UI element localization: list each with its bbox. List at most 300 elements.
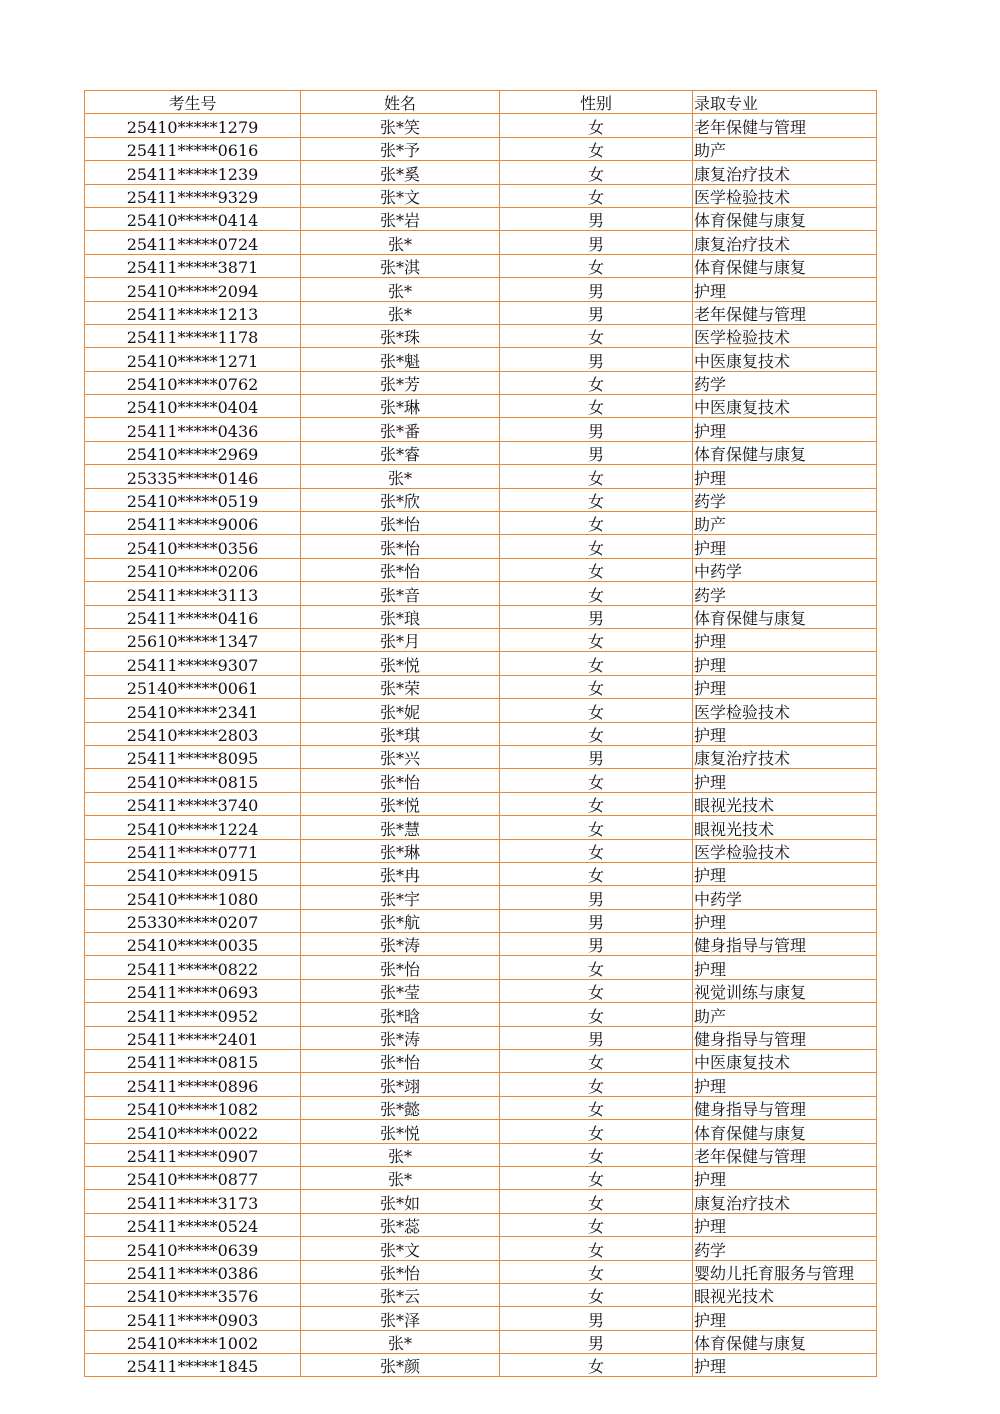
exam-number-cell: 25411*****3740 — [85, 792, 301, 815]
gender-cell: 女 — [500, 699, 693, 722]
exam-number-cell: 25411*****1845 — [85, 1354, 301, 1377]
name-cell: 张*文 — [301, 184, 500, 207]
table-row — [85, 816, 877, 839]
table-body — [85, 114, 877, 1377]
major-label: 健身指导与管理 — [694, 1030, 807, 1050]
table-row — [85, 699, 877, 722]
major-label: 药学 — [694, 492, 727, 512]
major-label: 助产 — [694, 141, 727, 161]
gender-cell: 女 — [500, 675, 693, 698]
major-label: 药学 — [694, 585, 727, 605]
major-cell — [693, 488, 877, 511]
table-row — [85, 1096, 877, 1119]
major-label: 体育保健与康复 — [694, 1123, 807, 1143]
table-row — [85, 348, 877, 371]
name-cell: 张*涛 — [301, 933, 500, 956]
major-cell — [693, 324, 877, 347]
gender-cell: 男 — [500, 1026, 693, 1049]
major-cell — [693, 769, 877, 792]
name-cell: 张* — [301, 278, 500, 301]
exam-number-cell: 25410*****0206 — [85, 558, 301, 581]
name-cell: 张* — [301, 1166, 500, 1189]
table-row — [85, 184, 877, 207]
table-row — [85, 441, 877, 464]
major-cell — [693, 956, 877, 979]
major-cell — [693, 862, 877, 885]
major-cell — [693, 1003, 877, 1026]
table-row — [85, 769, 877, 792]
gender-cell: 女 — [500, 1237, 693, 1260]
major-cell — [693, 605, 877, 628]
major-label: 中药学 — [694, 889, 743, 909]
major-label: 老年保健与管理 — [694, 1146, 807, 1166]
name-cell: 张*悦 — [301, 1120, 500, 1143]
exam-number-cell: 25411*****1213 — [85, 301, 301, 324]
name-cell: 张*怡 — [301, 1260, 500, 1283]
exam-number-cell: 25411*****1178 — [85, 324, 301, 347]
exam-number-cell: 25411*****9307 — [85, 652, 301, 675]
table-row — [85, 558, 877, 581]
major-label: 体育保健与康复 — [694, 445, 807, 465]
table-row — [85, 605, 877, 628]
exam-number-cell: 25410*****0639 — [85, 1237, 301, 1260]
exam-number-cell: 25410*****0022 — [85, 1120, 301, 1143]
name-cell: 张* — [301, 231, 500, 254]
table-row — [85, 418, 877, 441]
table-row — [85, 1283, 877, 1306]
name-cell: 张*泽 — [301, 1307, 500, 1330]
exam-number-cell: 25410*****0877 — [85, 1166, 301, 1189]
major-label: 眼视光技术 — [694, 819, 775, 839]
table-row — [85, 1354, 877, 1377]
exam-number-cell: 25411*****0771 — [85, 839, 301, 862]
major-label: 护理 — [694, 632, 727, 652]
gender-cell: 女 — [500, 1096, 693, 1119]
table-row — [85, 675, 877, 698]
gender-cell: 男 — [500, 278, 693, 301]
table-header-row — [85, 91, 877, 114]
major-cell — [693, 652, 877, 675]
exam-number-cell: 25411*****0907 — [85, 1143, 301, 1166]
table-row — [85, 628, 877, 651]
major-label: 护理 — [694, 1217, 727, 1237]
name-cell: 张*岩 — [301, 207, 500, 230]
major-label: 中医康复技术 — [694, 351, 791, 371]
major-cell — [693, 1307, 877, 1330]
gender-cell: 女 — [500, 1050, 693, 1073]
gender-cell: 女 — [500, 161, 693, 184]
name-cell: 张*番 — [301, 418, 500, 441]
major-cell — [693, 886, 877, 909]
major-cell — [693, 1213, 877, 1236]
major-cell — [693, 745, 877, 768]
exam-number-cell: 25411*****3173 — [85, 1190, 301, 1213]
exam-number-cell: 25411*****3113 — [85, 582, 301, 605]
gender-cell: 女 — [500, 1283, 693, 1306]
major-cell — [693, 371, 877, 394]
header-major — [693, 91, 877, 114]
major-label: 护理 — [694, 772, 727, 792]
table-row — [85, 1120, 877, 1143]
gender-cell: 女 — [500, 628, 693, 651]
table-row — [85, 862, 877, 885]
major-label: 医学检验技术 — [694, 702, 791, 722]
gender-cell: 女 — [500, 1073, 693, 1096]
gender-cell: 男 — [500, 1330, 693, 1353]
exam-number-cell: 25411*****8095 — [85, 745, 301, 768]
major-cell — [693, 628, 877, 651]
gender-cell: 女 — [500, 324, 693, 347]
gender-cell: 女 — [500, 1120, 693, 1143]
name-cell: 张*淇 — [301, 254, 500, 277]
major-cell — [693, 792, 877, 815]
exam-number-cell: 25411*****9006 — [85, 512, 301, 535]
major-label: 体育保健与康复 — [694, 1334, 807, 1354]
gender-cell: 女 — [500, 1190, 693, 1213]
table-row — [85, 1050, 877, 1073]
exam-number-cell: 25140*****0061 — [85, 675, 301, 698]
major-cell — [693, 278, 877, 301]
gender-cell: 女 — [500, 558, 693, 581]
table-row — [85, 1026, 877, 1049]
major-cell — [693, 1330, 877, 1353]
name-cell: 张*宇 — [301, 886, 500, 909]
major-cell — [693, 582, 877, 605]
exam-number-cell: 25410*****3576 — [85, 1283, 301, 1306]
major-label: 老年保健与管理 — [694, 117, 807, 137]
major-label: 中医康复技术 — [694, 1053, 791, 1073]
exam-number-cell: 25411*****0386 — [85, 1260, 301, 1283]
name-cell: 张*怡 — [301, 769, 500, 792]
name-cell: 张*翊 — [301, 1073, 500, 1096]
major-cell — [693, 1354, 877, 1377]
major-label: 助产 — [694, 1006, 727, 1026]
exam-number-cell: 25411*****0693 — [85, 979, 301, 1002]
gender-cell: 女 — [500, 137, 693, 160]
name-cell: 张*文 — [301, 1237, 500, 1260]
major-cell — [693, 699, 877, 722]
major-label: 体育保健与康复 — [694, 211, 807, 231]
name-cell: 张* — [301, 1330, 500, 1353]
name-cell: 张*云 — [301, 1283, 500, 1306]
major-cell — [693, 1120, 877, 1143]
table-row — [85, 652, 877, 675]
major-label: 护理 — [694, 421, 727, 441]
gender-cell: 女 — [500, 114, 693, 137]
gender-cell: 男 — [500, 207, 693, 230]
major-cell — [693, 979, 877, 1002]
exam-number-cell: 25411*****3871 — [85, 254, 301, 277]
name-cell: 张*颜 — [301, 1354, 500, 1377]
table-row — [85, 278, 877, 301]
name-cell: 张*奚 — [301, 161, 500, 184]
gender-cell: 女 — [500, 1003, 693, 1026]
exam-number-cell: 25411*****2401 — [85, 1026, 301, 1049]
major-label: 康复治疗技术 — [694, 1193, 791, 1213]
major-cell — [693, 137, 877, 160]
table-row — [85, 254, 877, 277]
table-row — [85, 1190, 877, 1213]
header-major-label: 录取专业 — [694, 94, 759, 114]
major-label: 助产 — [694, 515, 727, 535]
name-cell: 张*欣 — [301, 488, 500, 511]
major-cell — [693, 1073, 877, 1096]
major-label: 婴幼儿托育服务与管理 — [694, 1263, 855, 1283]
gender-cell: 女 — [500, 1166, 693, 1189]
gender-cell: 女 — [500, 184, 693, 207]
name-cell: 张*悦 — [301, 652, 500, 675]
header-exam-number: 考生号 — [85, 91, 301, 114]
exam-number-cell: 25410*****0414 — [85, 207, 301, 230]
name-cell: 张*睿 — [301, 441, 500, 464]
major-label: 康复治疗技术 — [694, 749, 791, 769]
table-row — [85, 1213, 877, 1236]
table-row — [85, 371, 877, 394]
gender-cell: 男 — [500, 745, 693, 768]
exam-number-cell: 25410*****2094 — [85, 278, 301, 301]
table-row — [85, 886, 877, 909]
name-cell: 张*予 — [301, 137, 500, 160]
major-cell — [693, 231, 877, 254]
gender-cell: 女 — [500, 1354, 693, 1377]
major-label: 医学检验技术 — [694, 328, 791, 348]
major-cell — [693, 558, 877, 581]
major-cell — [693, 1283, 877, 1306]
major-cell — [693, 933, 877, 956]
exam-number-cell: 25410*****0762 — [85, 371, 301, 394]
name-cell: 张*悦 — [301, 792, 500, 815]
table-row — [85, 722, 877, 745]
exam-number-cell: 25410*****1002 — [85, 1330, 301, 1353]
major-cell — [693, 1143, 877, 1166]
table-row — [85, 1003, 877, 1026]
name-cell: 张*慧 — [301, 816, 500, 839]
table-row — [85, 114, 877, 137]
major-label: 药学 — [694, 375, 727, 395]
table-row — [85, 161, 877, 184]
gender-cell: 男 — [500, 301, 693, 324]
gender-cell: 女 — [500, 862, 693, 885]
major-cell — [693, 512, 877, 535]
name-cell: 张*如 — [301, 1190, 500, 1213]
gender-cell: 女 — [500, 1260, 693, 1283]
major-cell — [693, 1190, 877, 1213]
table-row — [85, 324, 877, 347]
exam-number-cell: 25411*****1239 — [85, 161, 301, 184]
table-row — [85, 137, 877, 160]
exam-number-cell: 25330*****0207 — [85, 909, 301, 932]
major-cell — [693, 1166, 877, 1189]
major-label: 护理 — [694, 1310, 727, 1330]
major-cell — [693, 184, 877, 207]
name-cell: 张*魁 — [301, 348, 500, 371]
major-cell — [693, 839, 877, 862]
gender-cell: 女 — [500, 395, 693, 418]
table-row — [85, 535, 877, 558]
exam-number-cell: 25410*****0815 — [85, 769, 301, 792]
major-label: 医学检验技术 — [694, 842, 791, 862]
major-cell — [693, 395, 877, 418]
gender-cell: 女 — [500, 582, 693, 605]
name-cell: 张*月 — [301, 628, 500, 651]
table-row — [85, 909, 877, 932]
table-row — [85, 512, 877, 535]
gender-cell: 男 — [500, 1307, 693, 1330]
table-row — [85, 231, 877, 254]
major-label: 视觉训练与康复 — [694, 983, 807, 1003]
major-label: 药学 — [694, 1240, 727, 1260]
name-cell: 张*妮 — [301, 699, 500, 722]
exam-number-cell: 25411*****0822 — [85, 956, 301, 979]
major-cell — [693, 1026, 877, 1049]
major-cell — [693, 114, 877, 137]
major-cell — [693, 1237, 877, 1260]
major-cell — [693, 254, 877, 277]
exam-number-cell: 25411*****0436 — [85, 418, 301, 441]
major-cell — [693, 418, 877, 441]
admission-table — [84, 90, 877, 1377]
gender-cell: 女 — [500, 488, 693, 511]
table-row — [85, 1166, 877, 1189]
gender-cell: 男 — [500, 933, 693, 956]
major-cell — [693, 1050, 877, 1073]
major-label: 眼视光技术 — [694, 796, 775, 816]
exam-number-cell: 25335*****0146 — [85, 465, 301, 488]
table-row — [85, 792, 877, 815]
name-cell: 张*珠 — [301, 324, 500, 347]
table-row — [85, 839, 877, 862]
name-cell: 张*蕊 — [301, 1213, 500, 1236]
name-cell: 张*怡 — [301, 1050, 500, 1073]
major-cell — [693, 722, 877, 745]
major-label: 护理 — [694, 655, 727, 675]
name-cell: 张* — [301, 1143, 500, 1166]
gender-cell: 女 — [500, 839, 693, 862]
gender-cell: 女 — [500, 465, 693, 488]
exam-number-cell: 25410*****0356 — [85, 535, 301, 558]
major-label: 康复治疗技术 — [694, 234, 791, 254]
gender-cell: 女 — [500, 979, 693, 1002]
name-cell: 张* — [301, 301, 500, 324]
gender-cell: 女 — [500, 722, 693, 745]
exam-number-cell: 25610*****1347 — [85, 628, 301, 651]
table-row — [85, 207, 877, 230]
gender-cell: 男 — [500, 418, 693, 441]
major-cell — [693, 207, 877, 230]
gender-cell: 女 — [500, 1213, 693, 1236]
major-label: 护理 — [694, 538, 727, 558]
major-label: 健身指导与管理 — [694, 936, 807, 956]
table-row — [85, 933, 877, 956]
gender-cell: 女 — [500, 816, 693, 839]
table-row — [85, 1237, 877, 1260]
exam-number-cell: 25410*****0915 — [85, 862, 301, 885]
major-label: 老年保健与管理 — [694, 304, 807, 324]
gender-cell: 女 — [500, 1143, 693, 1166]
name-cell: 张*琳 — [301, 395, 500, 418]
gender-cell: 男 — [500, 348, 693, 371]
major-label: 护理 — [694, 866, 727, 886]
major-label: 护理 — [694, 959, 727, 979]
gender-cell: 女 — [500, 535, 693, 558]
exam-number-cell: 25410*****1271 — [85, 348, 301, 371]
major-label: 护理 — [694, 913, 727, 933]
name-cell: 张*莹 — [301, 979, 500, 1002]
major-label: 眼视光技术 — [694, 1287, 775, 1307]
exam-number-cell: 25410*****0519 — [85, 488, 301, 511]
gender-cell: 女 — [500, 769, 693, 792]
major-label: 医学检验技术 — [694, 187, 791, 207]
major-label: 体育保健与康复 — [694, 608, 807, 628]
name-cell: 张*涛 — [301, 1026, 500, 1049]
exam-number-cell: 25410*****0404 — [85, 395, 301, 418]
table-row — [85, 301, 877, 324]
exam-number-cell: 25411*****9329 — [85, 184, 301, 207]
gender-cell: 女 — [500, 792, 693, 815]
major-label: 护理 — [694, 281, 727, 301]
header-gender: 性别 — [500, 91, 693, 114]
table-row — [85, 395, 877, 418]
exam-number-cell: 25410*****2969 — [85, 441, 301, 464]
gender-cell: 女 — [500, 652, 693, 675]
exam-number-cell: 25411*****0952 — [85, 1003, 301, 1026]
table-row — [85, 1260, 877, 1283]
exam-number-cell: 25410*****2341 — [85, 699, 301, 722]
name-cell: 张*怡 — [301, 956, 500, 979]
exam-number-cell: 25411*****0416 — [85, 605, 301, 628]
table-row — [85, 488, 877, 511]
major-cell — [693, 1096, 877, 1119]
table-row — [85, 956, 877, 979]
name-cell: 张*琳 — [301, 839, 500, 862]
gender-cell: 女 — [500, 254, 693, 277]
exam-number-cell: 25410*****1080 — [85, 886, 301, 909]
table-row — [85, 745, 877, 768]
name-cell: 张*笑 — [301, 114, 500, 137]
exam-number-cell: 25410*****0035 — [85, 933, 301, 956]
table-row — [85, 1143, 877, 1166]
major-cell — [693, 301, 877, 324]
gender-cell: 女 — [500, 956, 693, 979]
gender-cell: 男 — [500, 909, 693, 932]
name-cell: 张*音 — [301, 582, 500, 605]
name-cell: 张*冉 — [301, 862, 500, 885]
major-label: 护理 — [694, 1170, 727, 1190]
major-label: 护理 — [694, 1076, 727, 1096]
exam-number-cell: 25411*****0524 — [85, 1213, 301, 1236]
name-cell: 张*怡 — [301, 558, 500, 581]
gender-cell: 女 — [500, 371, 693, 394]
major-label: 护理 — [694, 679, 727, 699]
major-label: 中药学 — [694, 562, 743, 582]
major-cell — [693, 535, 877, 558]
major-label: 健身指导与管理 — [694, 1100, 807, 1120]
name-cell: 张*芳 — [301, 371, 500, 394]
table-row — [85, 582, 877, 605]
name-cell: 张*琪 — [301, 722, 500, 745]
exam-number-cell: 25411*****0815 — [85, 1050, 301, 1073]
major-label: 护理 — [694, 725, 727, 745]
exam-number-cell: 25410*****2803 — [85, 722, 301, 745]
exam-number-cell: 25411*****0903 — [85, 1307, 301, 1330]
table-row — [85, 1330, 877, 1353]
name-cell: 张*琅 — [301, 605, 500, 628]
major-cell — [693, 675, 877, 698]
name-cell: 张*兴 — [301, 745, 500, 768]
major-label: 中医康复技术 — [694, 398, 791, 418]
major-cell — [693, 161, 877, 184]
major-label: 康复治疗技术 — [694, 164, 791, 184]
